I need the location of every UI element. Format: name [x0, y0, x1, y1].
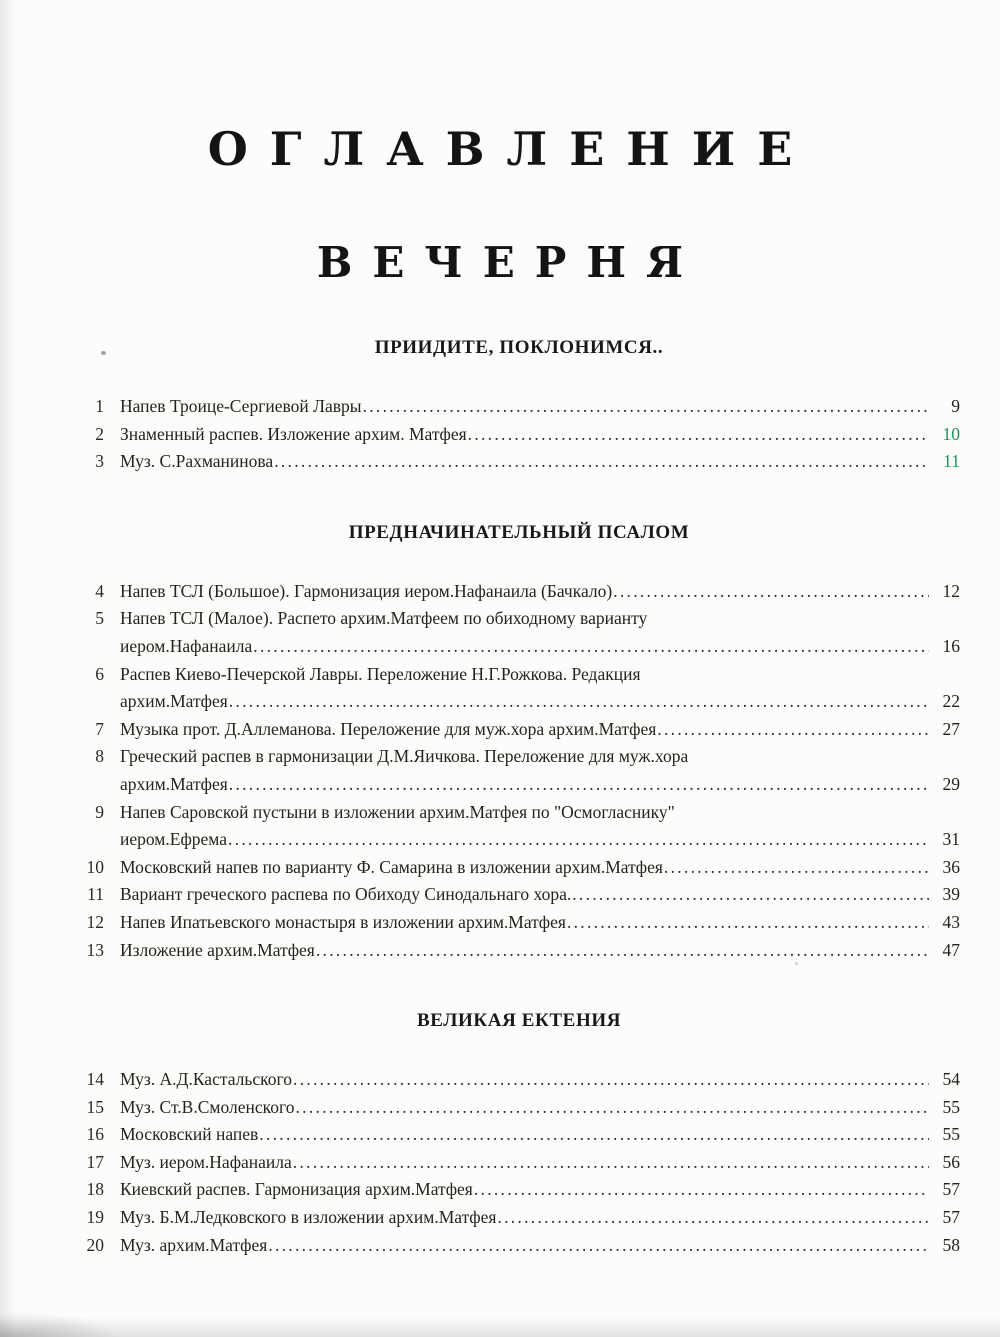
toc-entry	[78, 605, 960, 660]
entry-line	[120, 909, 960, 937]
entry-text: Знаменный распев. Изложение архим. Матфея	[120, 423, 467, 444]
entry-page-number: 36	[942, 856, 960, 877]
entry-text: архим.Матфея	[120, 773, 228, 794]
entry-line	[120, 448, 960, 476]
entry-body	[120, 909, 960, 937]
entry-line	[120, 1232, 960, 1260]
dot-leader	[229, 771, 929, 799]
entry-text: Напев Ипатьевского монастыря в изложении архим.Матфея	[120, 911, 566, 932]
scan-edge-shadow-bottom	[0, 1317, 1000, 1337]
toc-entry	[78, 937, 960, 965]
entry-line	[120, 1149, 960, 1177]
entry-number: 20	[86, 1234, 104, 1255]
dot-leader	[657, 716, 929, 744]
dot-leader	[468, 421, 929, 449]
entry-body	[120, 799, 960, 854]
entry-page-number: 58	[942, 1234, 960, 1255]
entry-page-number: 10	[942, 423, 960, 444]
entry-text: архим.Матфея	[120, 691, 228, 712]
entry-text: Муз. Б.М.Ледковского в изложении архим.Матфея	[120, 1207, 497, 1228]
entry-page-number: 47	[942, 939, 960, 960]
entry-number: 9	[95, 801, 104, 822]
entry-number: 11	[87, 884, 104, 905]
entry-text: иером.Ефрема	[120, 829, 228, 850]
entry-number: 19	[86, 1207, 104, 1228]
entry-page-number: 12	[942, 580, 960, 601]
entry-line	[120, 421, 960, 449]
entry-number: 13	[86, 939, 104, 960]
entry-line	[120, 1094, 960, 1122]
entry-page-number: 11	[943, 451, 960, 472]
entry-page-number: 43	[942, 911, 960, 932]
entry-page-number: 31	[942, 829, 960, 850]
entry-body	[120, 448, 960, 476]
entry-line	[120, 854, 960, 882]
entry-line: Распев Киево-Печерской Лавры. Переложение Н.Г.Рожкова. Редакция	[120, 663, 641, 684]
toc-section	[78, 522, 960, 964]
entry-number: 8	[95, 746, 104, 767]
toc-entry	[78, 743, 960, 798]
dot-leader	[363, 393, 929, 421]
entry-page-number: 27	[942, 718, 960, 739]
toc-section	[78, 1010, 960, 1259]
toc-entry	[78, 1204, 960, 1232]
entry-text: Музыка прот. Д.Аллеманова. Переложение для муж.хора архим.Матфея	[120, 718, 657, 739]
entry-page-number: 55	[942, 1096, 960, 1117]
entry-line	[120, 393, 960, 421]
entry-number: 12	[86, 911, 104, 932]
entry-line	[120, 633, 960, 661]
entry-body	[120, 661, 960, 716]
entry-number: 4	[95, 580, 104, 601]
entry-body	[120, 854, 960, 882]
toc-entry	[78, 393, 960, 421]
entry-number: 5	[95, 608, 104, 629]
entry-text: Муз. А.Д.Кастальского	[120, 1069, 292, 1090]
section-entries	[78, 393, 960, 476]
entry-line: Греческий распев в гармонизации Д.М.Яичкова. Переложение для муж.хора	[120, 746, 689, 767]
entry-text: Вариант греческого распева по Обиходу Синодальнаго хора.	[120, 884, 572, 905]
entry-number: 6	[95, 663, 104, 684]
entry-number: 16	[86, 1124, 104, 1145]
entry-page-number: 39	[942, 884, 960, 905]
toc-entry	[78, 1121, 960, 1149]
entry-body	[120, 393, 960, 421]
entry-line	[120, 716, 960, 744]
entry-number: 7	[95, 718, 104, 739]
toc	[78, 337, 960, 1259]
toc-entry	[78, 881, 960, 909]
dot-leader	[229, 688, 929, 716]
dot-leader	[664, 854, 929, 882]
entry-text: Напев ТСЛ (Большое). Гармонизация иером.Нафанаила (Бачкало)	[120, 580, 613, 601]
entry-page-number: 57	[942, 1207, 960, 1228]
toc-entry	[78, 1232, 960, 1260]
section-entries	[78, 578, 960, 964]
section-heading: ПРИИДИТЕ, ПОКЛОНИМСЯ..	[374, 337, 664, 358]
entry-line	[120, 937, 960, 965]
entry-text: Муз. иером.Нафанаила	[120, 1151, 292, 1172]
dot-leader	[296, 1094, 930, 1122]
entry-line	[120, 1176, 960, 1204]
section-heading: ПРЕДНАЧИНАТЕЛЬНЫЙ ПСАЛОМ	[348, 521, 690, 543]
dot-leader	[259, 1121, 929, 1149]
entry-body	[120, 1232, 960, 1260]
toc-entry	[78, 578, 960, 606]
entry-text: Изложение архим.Матфея	[120, 939, 315, 960]
dot-leader	[268, 1232, 929, 1260]
entry-number: 14	[86, 1069, 104, 1090]
entry-body	[120, 743, 960, 798]
entry-text: Муз. С.Рахманинова	[120, 451, 274, 472]
entry-page-number: 54	[942, 1069, 960, 1090]
entry-line	[120, 1066, 960, 1094]
scan-corner-smudge	[0, 1311, 120, 1337]
toc-entry	[78, 799, 960, 854]
entry-text: Киевский распев. Гармонизация архим.Матфея	[120, 1179, 473, 1200]
entry-page-number: 9	[951, 396, 960, 416]
entry-text: Муз. Ст.В.Смоленского	[120, 1096, 295, 1117]
entry-body	[120, 605, 960, 660]
entry-body	[120, 1066, 960, 1094]
entry-page-number: 56	[942, 1151, 960, 1172]
entry-text: Напев Троице-Сергиевой Лавры	[120, 396, 362, 416]
dot-leader	[293, 1149, 929, 1177]
entry-line: Напев Саровской пустыни в изложении архим.Матфея по "Осмогласнику"	[120, 801, 675, 822]
entry-text: иером.Нафанаила	[120, 635, 253, 656]
entry-body	[120, 1121, 960, 1149]
section-entries	[78, 1066, 960, 1259]
entry-body	[120, 716, 960, 744]
entry-text: Московский напев по варианту Ф. Самарина в изложении архим.Матфея	[120, 856, 663, 877]
page-subtitle: ВЕЧЕРНЯ	[316, 238, 704, 287]
entry-line: Напев ТСЛ (Малое). Распето архим.Матфеем по обиходному варианту	[120, 608, 648, 629]
entry-page-number: 57	[942, 1179, 960, 1200]
entry-page-number: 29	[942, 773, 960, 794]
entry-number: 3	[95, 451, 104, 472]
dot-leader	[316, 937, 929, 965]
entry-body	[120, 937, 960, 965]
dot-leader	[228, 826, 929, 854]
entry-line	[120, 881, 960, 909]
entry-line	[120, 1204, 960, 1232]
entry-line	[120, 771, 960, 799]
toc-entry	[78, 909, 960, 937]
entry-body	[120, 1204, 960, 1232]
toc-entry	[78, 1094, 960, 1122]
entry-number: 17	[86, 1151, 104, 1172]
dot-leader	[613, 578, 929, 606]
entry-body	[120, 578, 960, 606]
toc-entry	[78, 1176, 960, 1204]
toc-entry	[78, 448, 960, 476]
entry-body	[120, 881, 960, 909]
entry-body	[120, 1094, 960, 1122]
entry-body	[120, 421, 960, 449]
entry-body	[120, 1176, 960, 1204]
entry-line	[120, 578, 960, 606]
entry-number: 1	[95, 396, 104, 416]
toc-entry	[78, 421, 960, 449]
entry-number: 2	[95, 423, 104, 444]
dot-leader	[572, 881, 929, 909]
entry-number: 10	[86, 856, 104, 877]
toc-entry	[78, 661, 960, 716]
entry-number: 15	[86, 1096, 104, 1117]
dot-leader	[474, 1176, 929, 1204]
dot-leader	[253, 633, 929, 661]
entry-number: 18	[86, 1179, 104, 1200]
entry-body	[120, 1149, 960, 1177]
entry-line	[120, 688, 960, 716]
entry-text: Московский напев	[120, 1124, 259, 1145]
entry-line	[120, 1121, 960, 1149]
entry-page-number: 55	[942, 1124, 960, 1145]
entry-text: Муз. архим.Матфея	[120, 1234, 268, 1255]
entry-page-number: 16	[942, 635, 960, 656]
dot-leader	[274, 448, 929, 476]
entry-line	[120, 826, 960, 854]
dot-leader	[567, 909, 929, 937]
toc-entry	[78, 854, 960, 882]
dot-leader	[293, 1066, 929, 1094]
page-title: ОГЛАВЛЕНИЕ	[207, 122, 815, 176]
entry-page-number: 22	[942, 691, 960, 712]
toc-entry	[78, 1149, 960, 1177]
section-heading: ВЕЛИКАЯ ЕКТЕНИЯ	[416, 1010, 622, 1032]
dot-leader	[497, 1204, 929, 1232]
toc-section	[78, 337, 960, 476]
toc-entry	[78, 716, 960, 744]
toc-entry	[78, 1066, 960, 1094]
